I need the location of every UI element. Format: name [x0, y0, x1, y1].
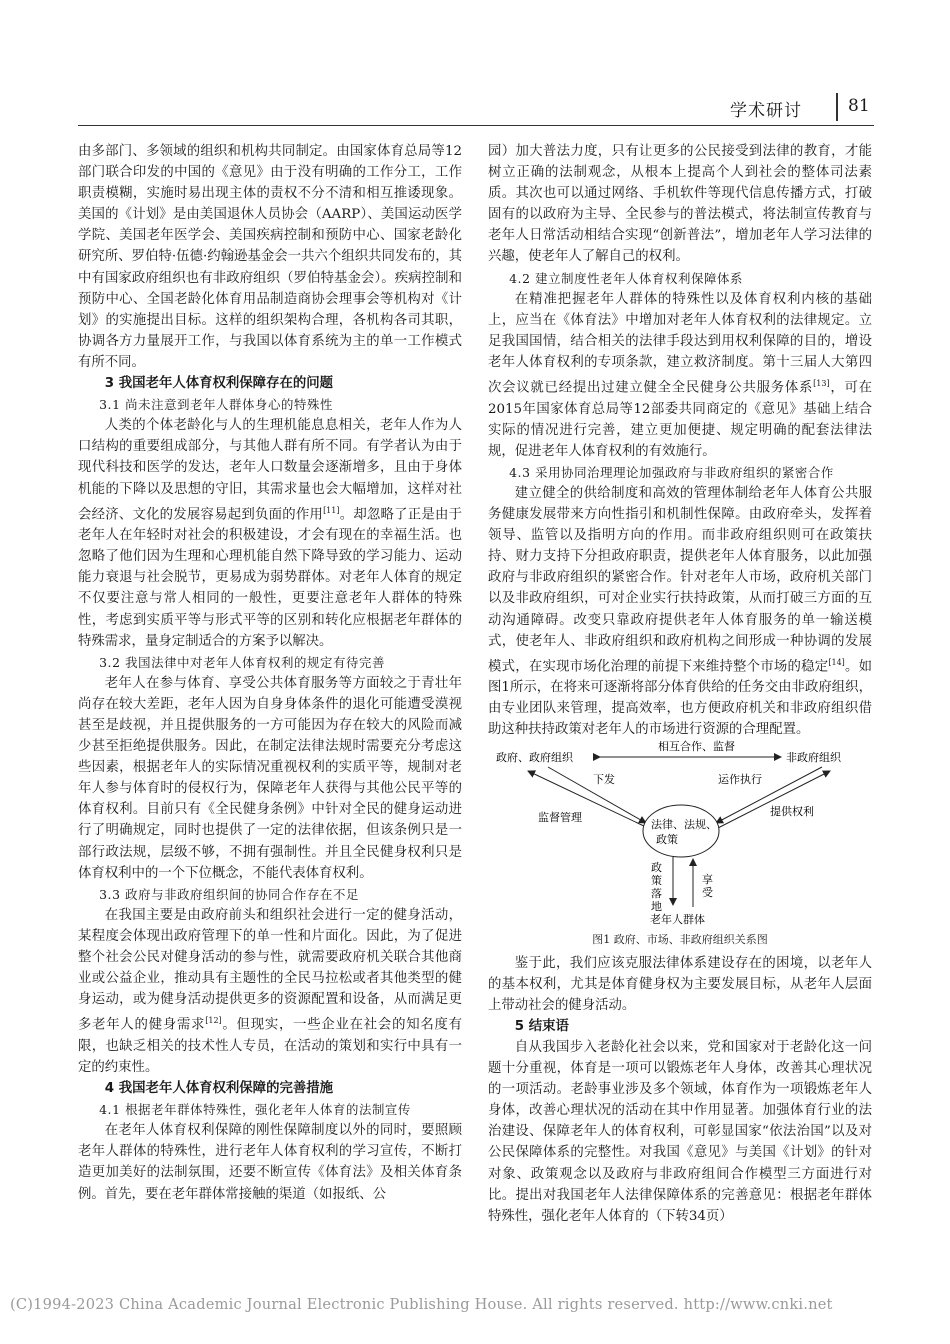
journal-section-title: 学术研讨 — [730, 101, 802, 121]
label-mutual: 相互合作、监督 — [658, 739, 735, 753]
subsection-heading: 3.2 我国法律中对老年人体育权利的规定有待完善 — [99, 654, 385, 670]
citation: [13] — [813, 379, 830, 389]
label-enjoy: 享受 — [702, 872, 713, 899]
paragraph: 老年人在参与体育、享受公共体育服务等方面较之于青壮年尚存在较大差距，老年人因为自身身体条件的退化可能遭受漠视甚至是歧视，并且提供服务的一方可能因为存在较大的风险而减少甚至拒绝提供服务。因此，在制定法律法规时需要充分考虑这些因素，根据老年人的实际情况重视权利的实质平等，规制对老年人参与体育时的侵权行为，保障老年人获得与其他公民平等的体育权利。目前只有《全民健身条例》中针对全民的健身运动进行了明确规定，同时也提供了一定的法律依据，但该条例只是一部行政法规，层级不够，不拥有强制性。并且全民健身权利只是体育权利中的一个下位概念，不能代表体育权利。 — [78, 675, 462, 881]
section-heading: 5 结束语 — [514, 1018, 569, 1034]
node-ngo: 非政府组织 — [786, 750, 841, 764]
citation: [14] — [828, 657, 845, 667]
node-elderly: 老年人群体 — [650, 912, 705, 926]
subsection-heading: 3.3 政府与非政府组织间的协同合作存在不足 — [99, 886, 359, 902]
paragraph: 由多部门、多领域的组织和机构共同制定。由国家体育总局等12部门联合印发的中国的《意见》由于没有明确的工作分工，工作职责模糊，实施时易出现主体的责权不分不清和相互推诿现象。美国的《计划》是由美国退休人员协会（AARP）、美国运动医学学院、美国老年医学会、美国疾病控制和预防中心、国家老龄化研究所、罗伯特·伍德·约翰逊基金会一共六个组织共同发布的，其中有国家政府组织也有非政府组织（罗伯特基金会）。疾病控制和预防中心、全国老龄化体育用品制造商协会理事会等机构对《计划》的实施提出目标。这样的组织架构合理，各机构各司其职，协调各方力量展开工作，与我国以体育系统为主的单一工作模式有所不同。 — [78, 144, 462, 370]
subsection-heading: 4.1 根据老年群体特殊性，强化老年人体育的法制宣传 — [99, 1102, 411, 1118]
page-number: 81 — [848, 96, 870, 116]
label-operate: 运作执行 — [718, 772, 762, 786]
paragraph: 在老年人体育权利保障的刚性保障制度以外的同时，要照顾老年人群体的特殊性，进行老年人体育权利的学习宣传，不断打造更加美好的法制氛围，还要不断宣传《体育法》及相关体育条例。首先，要在老年群体常接触的渠道（如报纸、公 — [78, 1123, 462, 1202]
label-supervise: 监督管理 — [538, 810, 582, 824]
left-column — [78, 141, 462, 1205]
paragraph: 自从我国步入老龄化社会以来，党和国家对于老龄化这一问题十分重视，体育是一项可以锻炼老年人身体，改善其心理状况的一项活动。老龄事业涉及多个领域，体育作为一项锻炼老年人身体，改善心理状况的活动在其中作用显著。加强体育行业的法治建设、保障老年人的体育权利，可彰显国家“依法治国”以及对公民保障体系的完整性。对我国《意见》与美国《计划》的针对对象、政策观念以及政府与非政府组间合作模型三方面进行对比。提出对我国老年人法律保障体系的完善意见：根据老年群体特殊性，强化老年人体育的（下转34页） — [488, 1039, 872, 1224]
section-heading: 3 我国老年人体育权利保障存在的问题 — [104, 376, 334, 392]
label-policy-down: 政策落地 — [651, 860, 662, 913]
node-government: 政府、政府组织 — [496, 750, 573, 764]
right-column — [488, 141, 872, 1227]
paragraph: 在我国主要是由政府前头和组织社会进行一定的健身活动，某程度会体现出政府管理下的单一性和片面化。因此，为了促进整个社会公民对健身活动的参与性，就需要政府机关联合其他商业或公益企业，推动具有主题性的全民马拉松或者其他类型的健身运动，或为健身活动提供更多的资源配置和设备，从而满足更多老年人的健身需求[12]。但现实，一些企业在社会的知名度有限，也缺乏相关的技术性人专员，在活动的策划和实行中具有一定的约束性。 — [78, 907, 463, 1075]
paragraph: 园）加大普法力度，只有让更多的公民接受到法律的教育，才能树立正确的法制观念，从根本上提高个人到社会的整体司法素质。其次也可以通过网络、手机软件等现代信息传播方式，打破固有的以政府为主导、全民参与的普法模式，将法制宣传教育与老年人日常活动相结合实现“创新普法”，增加老年人学习法律的兴趣，使老年人了解自己的权利。 — [488, 144, 872, 265]
copyright-footer: (C)1994-2023 China Academic Journal Electronic Publishing House. All rights reserved. http://www.cnki.net — [10, 1296, 833, 1313]
label-provide: 提供权利 — [770, 804, 814, 818]
continued-note: （下转34页） — [648, 1208, 733, 1224]
citation: [11] — [323, 505, 340, 515]
header-divider — [836, 93, 838, 121]
center-label-1: 法律、法规、 — [651, 817, 717, 831]
subsection-heading: 3.1 尚未注意到老年人群体身心的特殊性 — [99, 397, 333, 413]
relationship-diagram — [488, 739, 872, 929]
subsection-heading: 4.2 建立制度性老年人体育权利保障体系 — [509, 270, 743, 286]
paragraph: 人类的个体老龄化与人的生理机能息息相关，老年人作为人口结构的重要组成部分，与其他人群有所不同。有学者认为由于现代科技和医学的发达，老年人口数量会逐渐增多，且由于身体机能的下降以及思想的守旧，其需求量也会大幅增加，这样对社会经济、文化的发展容易起到负面的作用[11]。却忽略了正是由于老年人在年轻时对社会的积极建设，才会有现在的幸福生活。也忽略了他们因为生理和心理机能自然下降导致的学习能力、运动能力衰退与社会脱节，更易成为弱势群体。对老年人体育的规定不仅要注意与常人相同的一般性，更要注意老年人群体的特殊性，考虑到实质平等与形式平等的区别和转化应根据老年群体的特殊需求，量身定制适合的方案予以解决。 — [78, 418, 463, 649]
center-label-2: 政策 — [656, 832, 678, 846]
label-issue: 下发 — [593, 772, 615, 786]
header-rule — [78, 125, 874, 126]
figure-caption: 图1 政府、市场、非政府组织关系图 — [592, 932, 768, 946]
section-heading: 4 我国老年人体育权利保障的完善措施 — [104, 1081, 334, 1097]
paragraph: 在精准把握老年人群体的特殊性以及体育权利内核的基础上，应当在《体育法》中增加对老年人体育权利的法律规定。立足我国国情，结合相关的法律手段达到用权利保障的目的，增设老年人体育权利的专项条款，建立救济制度。第十三届人大第四次会议就已经提出过建立健全全民健身公共服务体系[13]，可在2015年国家体育总局等12部委共同商定的《意见》基础上结合实际的情况进行完善，建立更加便捷、规定明确的配套法律法规，促进老年人体育权利的有效施行。 — [488, 291, 873, 459]
paragraph: 建立健全的供给制度和高效的管理体制给老年人体育公共服务健康发展带来方向性指引和机制性保障。由政府牵头，发挥着领导、监管以及指明方向的作用。而非政府组织则可在政策扶持、财力支持下分担政府职责，提供老年人体育服务，以此加强政府与非政府组织的紧密合作。针对老年人市场，政府机关部门以及非政府组织，可对企业实行扶持政策，从而打破三方面的互动沟通障碍。改变只靠政府提供老年人体育服务的单一输送模式，使老年人、非政府组织和政府机构之间形成一种协调的发展模式，在实现市场化治理的前提下来维持整个市场的稳定[14]。如图1所示，在将来可逐渐将部分体育供给的任务交由非政府组织，由专业团队来管理，提高效率，也方便政府机关和非政府组织借助这种扶持政策对老年人的市场进行资源的合理配置。 — [488, 485, 873, 738]
center-node — [643, 805, 719, 857]
subsection-heading: 4.3 采用协同治理理论加强政府与非政府组织的紧密合作 — [509, 464, 834, 480]
paragraph: 鉴于此，我们应该克服法律体系建设存在的困境，以老年人的基本权利，尤其是体育健身权为主要发展目标，从老年人层面上带动社会的健身活动。 — [488, 955, 872, 1013]
citation: [12] — [205, 1016, 222, 1026]
